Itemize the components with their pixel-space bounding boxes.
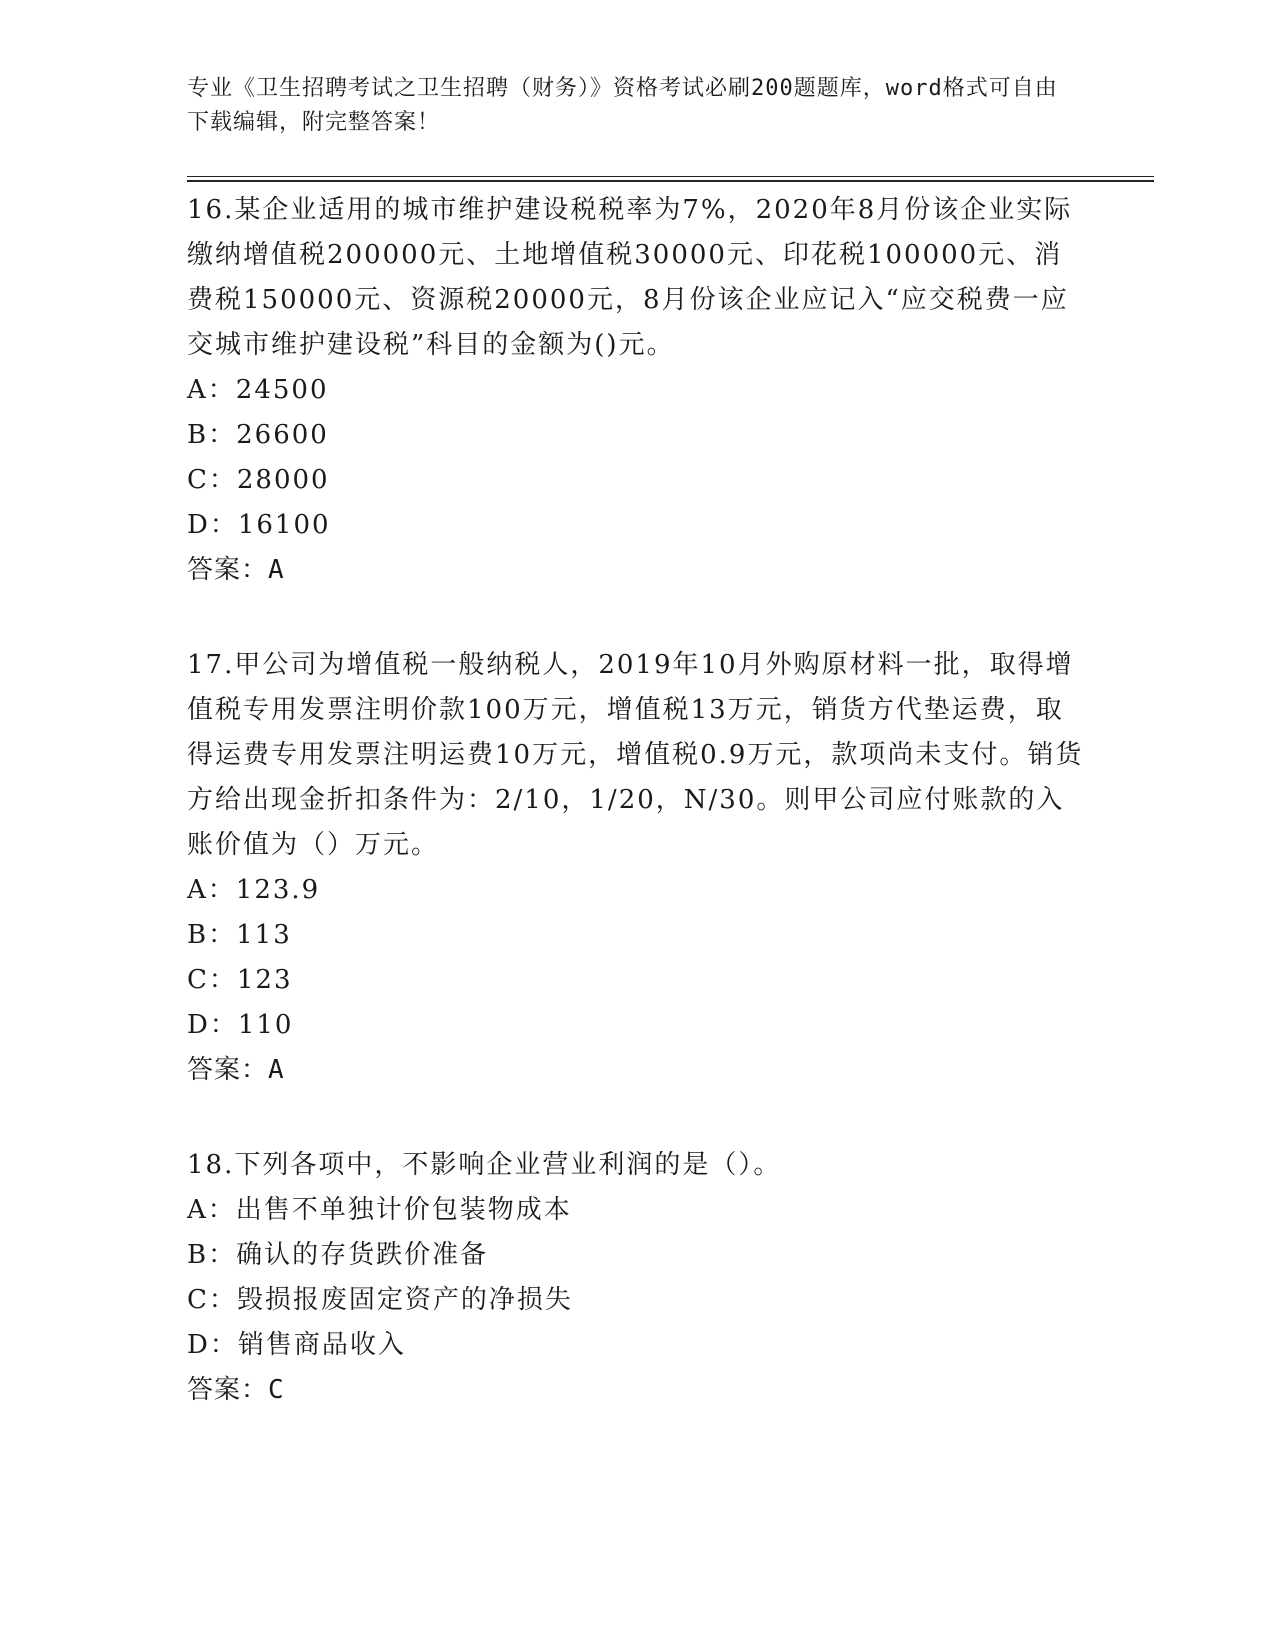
option-a: A：24500 bbox=[187, 375, 329, 405]
document-header: 专业《卫生招聘考试之卫生招聘（财务）》资格考试必刷200题题库，word格式可自由下载编辑，附完整答案！ bbox=[187, 76, 1058, 135]
question-16 bbox=[187, 188, 1087, 593]
option-d: D：16100 bbox=[187, 510, 331, 540]
option-c: C：28000 bbox=[187, 465, 330, 495]
option-d: D：销售商品收入 bbox=[187, 1330, 406, 1360]
header-divider-thick bbox=[187, 180, 1154, 182]
question-stem: 17.甲公司为增值税一般纳税人，2019年10月外购原材料一批，取得增值税专用发票注明价款100万元，增值税13万元，销货方代垫运费，取得运费专用发票注明运费10万元，增值税0.9万元，款项尚未支付。销货方给出现金折扣条件为：2/10，1/20，N/30。则甲公司应付账款的入账价值为（）万元。 bbox=[187, 650, 1084, 860]
option-b: B：26600 bbox=[187, 420, 329, 450]
option-c: C：毁损报废固定资产的净损失 bbox=[187, 1285, 573, 1315]
answer-line: 答案：A bbox=[187, 555, 285, 585]
question-18 bbox=[187, 1143, 1087, 1413]
question-17 bbox=[187, 643, 1087, 1093]
question-stem: 18.下列各项中，不影响企业营业利润的是（）。 bbox=[187, 1150, 782, 1180]
option-d: D：110 bbox=[187, 1010, 294, 1040]
answer-line: 答案：C bbox=[187, 1375, 285, 1405]
option-b: B：113 bbox=[187, 920, 292, 950]
header-divider-thin bbox=[187, 176, 1154, 177]
option-c: C：123 bbox=[187, 965, 293, 995]
option-b: B：确认的存货跌价准备 bbox=[187, 1240, 489, 1270]
option-a: A：出售不单独计价包装物成本 bbox=[187, 1195, 572, 1225]
answer-line: 答案：A bbox=[187, 1055, 285, 1085]
option-a: A：123.9 bbox=[187, 875, 321, 905]
question-stem: 16.某企业适用的城市维护建设税税率为7%，2020年8月份该企业实际缴纳增值税200000元、土地增值税30000元、印花税100000元、消费税150000元、资源税20000元，8月份该企业应记入“应交税费一应交城市维护建设税”科目的金额为()元。 bbox=[187, 195, 1073, 360]
